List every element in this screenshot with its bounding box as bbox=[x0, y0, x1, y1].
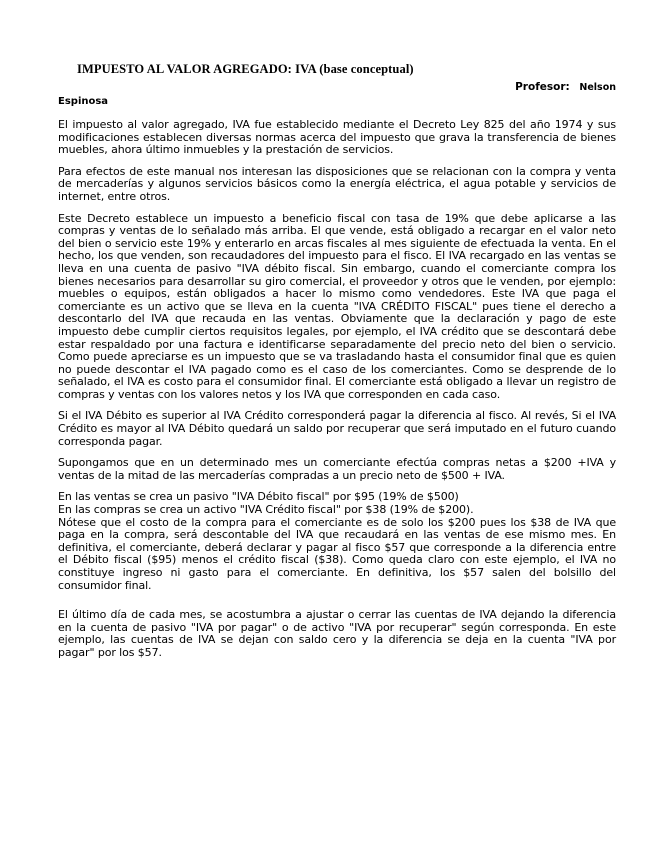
paragraph-closing: El último día de cada mes, se acostumbra a ajustar o cerrar las cuentas de IVA dejando la diferencia en la cuenta de pasivo "IVA por pagar" o de activo "IVA por recuperar" según corresponda. En este ejemplo, las cuentas de IVA se dejan con saldo cero y la diferencia se deja en la cuenta "IVA por pagar" por los $57. bbox=[58, 608, 616, 659]
author-first-name: Nelson bbox=[579, 82, 616, 93]
author-label: Profesor: bbox=[515, 81, 570, 93]
author-line bbox=[58, 80, 616, 95]
paragraph-note: Nótese que el costo de la compra para el comerciante es de solo los $200 pues los $38 de IVA que paga en la compra, será descontable del IVA que recaudará en las ventas de ese mismo mes. En definitiva, el comerciante, deberá declarar y pagar al fisco $57 que corresponde a la diferencia entre el Débito fiscal ($95) menos el crédito fiscal ($38). Como queda claro con este ejemplo, el IVA no constituye ingreso ni gasto para el comerciante. En definitiva, los $57 salen del bolsillo del consumidor final. bbox=[58, 515, 616, 592]
author-last-name: Espinosa bbox=[58, 96, 109, 107]
document-page bbox=[58, 62, 616, 669]
paragraph-decree: Este Decreto establece un impuesto a beneficio fiscal con tasa de 19% que debe aplicarse a las compras y ventas de lo señalado más arriba. El que vende, está obligado a recargar en el valor neto del bien o servicio este 19% y enterarlo en arcas fiscales al mes siguiente de efectuada la venta. En el hecho, los que venden, son recaudadores del impuesto para el fisco. El IVA recargado en las ventas se lleva en una cuenta de pasivo "IVA débito fiscal. Sin embargo, cuando el comerciante compra los bienes necesarios para desarrollar su giro comercial, el proveedor y otros que le venden, por ejemplo: muebles o equipos, están obligados a hacer lo mismo como vendedores. Este IVA que paga el comerciante es un activo que se lleva en la cuenta "IVA CRÉDITO FISCAL" pues tiene el derecho a descontarlo del IVA que recauda en las ventas. Obviamente que la declaración y pago de este impuesto debe cumplir ciertos requisitos legales, por ejemplo, el IVA crédito que se descontará debe estar respaldado por una factura e identificarse separadamente del precio neto del bien o servicio. Como puede apreciarse es un impuesto que se va trasladando hasta el consumidor final que es quien no puede descontar el IVA pagado como es el caso de los comerciantes. Como se desprende de lo señalado, el IVA es costo para el consumidor final. El comerciante está obligado a llevar un registro de compras y ventas con los valores netos y los IVA que corresponden en cada caso. bbox=[58, 211, 616, 401]
paragraph-example: Supongamos que en un determinado mes un comerciante efectúa compras netas a $200 +IVA y ventas de la mitad de las mercaderías compradas a un precio neto de $500 + IVA. bbox=[58, 456, 616, 482]
paragraph-intro: El impuesto al valor agregado, IVA fue establecido mediante el Decreto Ley 825 del año 1974 y sus modificaciones establecen diversas normas acerca del impuesto que grava la transferencia de bienes muebles, ahora último inmuebles y la prestación de servicios. bbox=[58, 118, 616, 157]
paragraph-purchases-line: En las compras se crea un activo "IVA Crédito fiscal" por $38 (19% de $200). bbox=[58, 503, 474, 517]
document-title: IMPUESTO AL VALOR AGREGADO: IVA (base conceptual) bbox=[77, 62, 414, 76]
paragraph-scope: Para efectos de este manual nos interesan las disposiciones que se relacionan con la compra y venta de mercaderías y algunos servicios básicos como la energía eléctrica, el agua potable y servicios de internet, entre otros. bbox=[58, 164, 616, 203]
paragraph-debit-credit: Si el IVA Débito es superior al IVA Crédito corresponderá pagar la diferencia al fisco. Al revés, Si el IVA Crédito es mayor al IVA Débito quedará un saldo por recuperar que será imputado en el futuro cuando corresponda pagar. bbox=[58, 409, 616, 448]
paragraph-sales-line: En las ventas se crea un pasivo "IVA Débito fiscal" por $95 (19% de $500) bbox=[58, 490, 459, 504]
